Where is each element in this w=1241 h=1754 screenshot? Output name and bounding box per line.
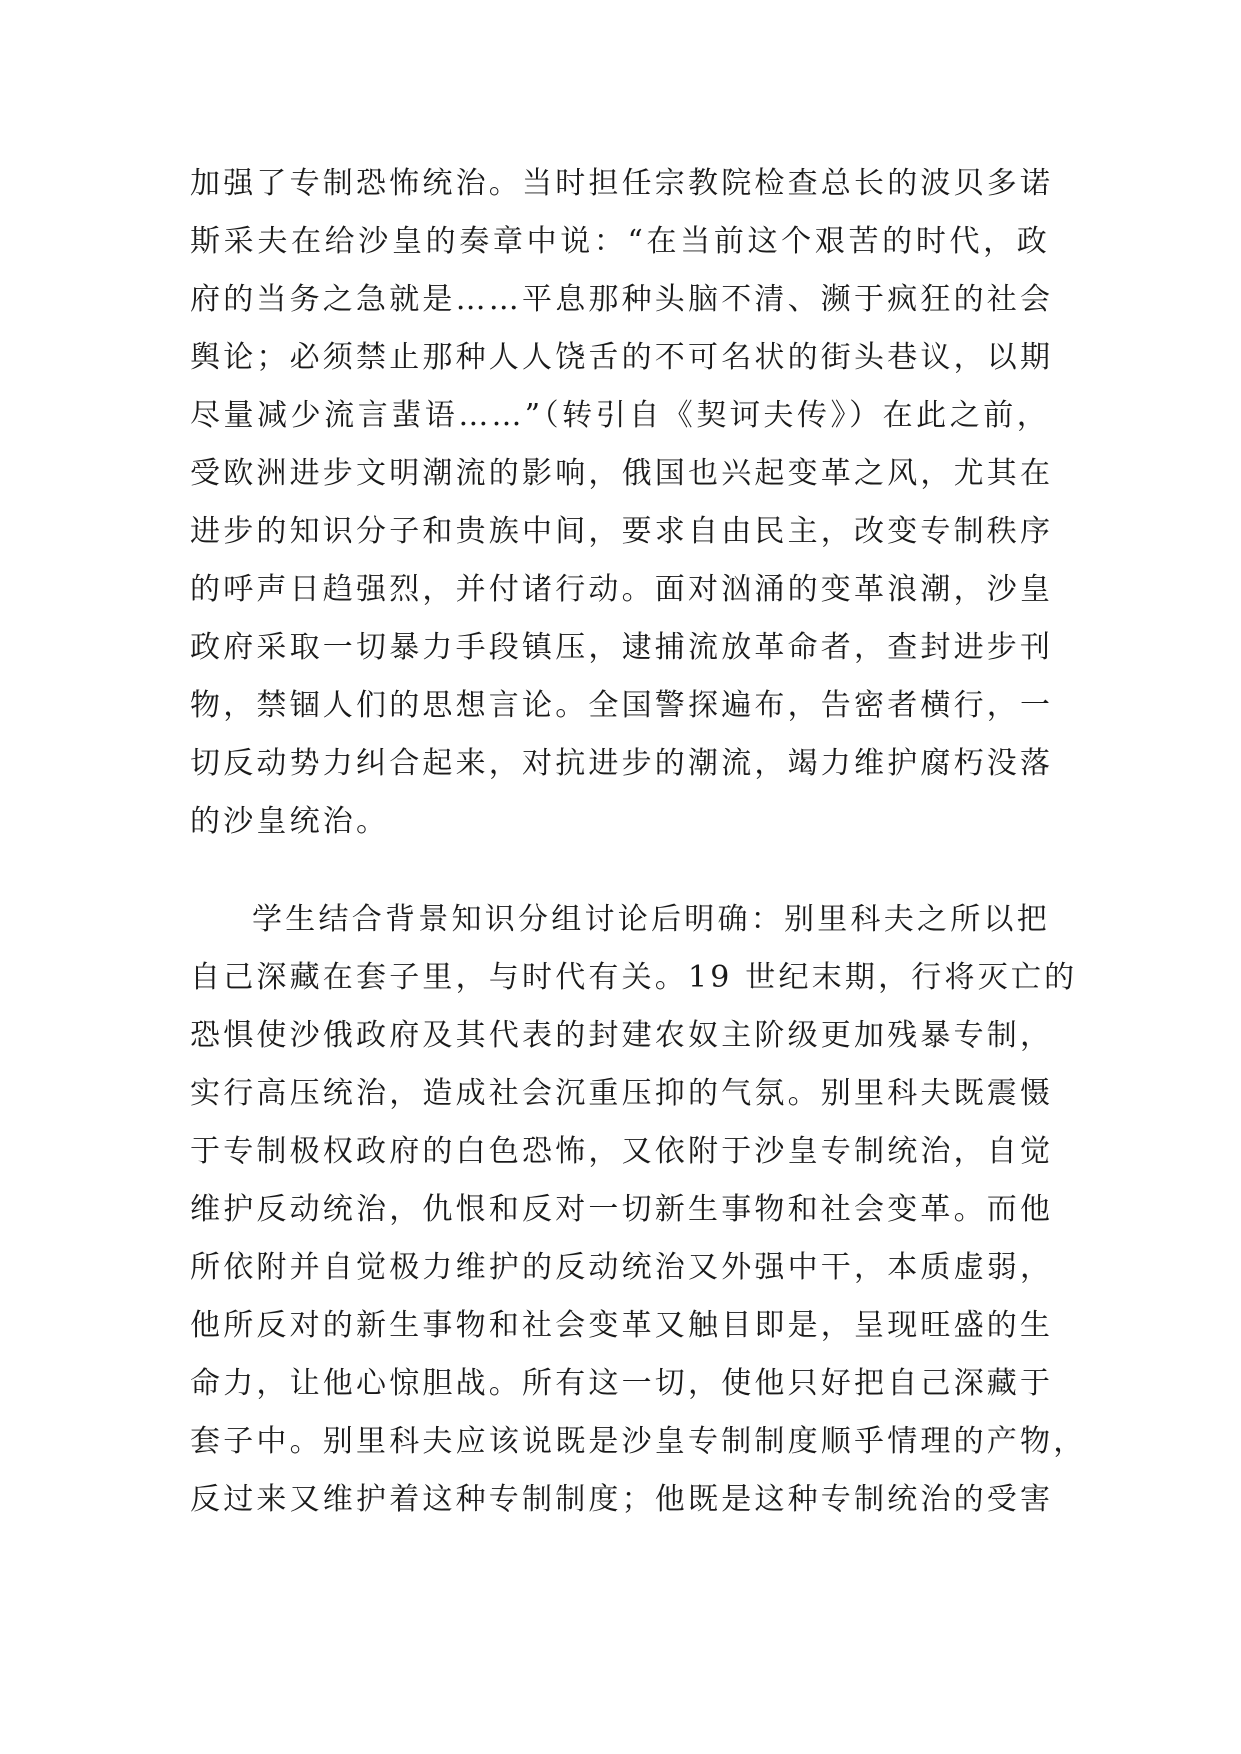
text-line: 于专制极权政府的白色恐怖，又依附于沙皇专制统治，自觉 (190, 1134, 1054, 1169)
paragraph-1 (190, 155, 1054, 851)
text-line: 实行高压统治，造成社会沉重压抑的气氛。别里科夫既震慑 (190, 1076, 1054, 1111)
text-line: 舆论；必须禁止那种人人饶舌的不可名状的街头巷议，以期 (190, 340, 1054, 375)
text-line: 学生结合背景知识分组讨论后明确：别里科夫之所以把 (252, 902, 1050, 937)
text-line: 政府采取一切暴力手段镇压，逮捕流放革命者，查封进步刊 (190, 630, 1054, 665)
text-line: 反过来又维护着这种专制制度；他既是这种专制统治的受害 (190, 1482, 1054, 1517)
text-line: 自己深藏在套子里，与时代有关。19 世纪末期，行将灭亡的 (190, 960, 1078, 995)
text-line: 进步的知识分子和贵族中间，要求自由民主，改变专制秩序 (190, 514, 1054, 549)
text-line: 恐惧使沙俄政府及其代表的封建农奴主阶级更加残暴专制， (190, 1018, 1054, 1053)
text-line: 物，禁锢人们的思想言论。全国警探遍布，告密者横行，一 (190, 688, 1054, 723)
text-line: 的呼声日趋强烈，并付诸行动。面对汹涌的变革浪潮，沙皇 (190, 572, 1054, 607)
text-line: 受欧洲进步文明潮流的影响，俄国也兴起变革之风，尤其在 (190, 456, 1054, 491)
text-line: 斯采夫在给沙皇的奏章中说：“在当前这个艰苦的时代，政 (190, 224, 1050, 259)
paragraph-2 (190, 891, 1087, 1529)
text-line: 所依附并自觉极力维护的反动统治又外强中干，本质虚弱， (190, 1250, 1054, 1285)
text-line: 命力，让他心惊胆战。所有这一切，使他只好把自己深藏于 (190, 1366, 1054, 1401)
text-line: 加强了专制恐怖统治。当时担任宗教院检查总长的波贝多诺 (190, 166, 1054, 201)
text-line: 的沙皇统治。 (190, 804, 390, 839)
text-line: 套子中。别里科夫应该说既是沙皇专制制度顺乎情理的产物， (190, 1424, 1087, 1459)
text-line: 府的当务之急就是……平息那种头脑不清、濒于疯狂的社会 (190, 282, 1054, 317)
text-line: 维护反动统治，仇恨和反对一切新生事物和社会变革。而他 (190, 1192, 1054, 1227)
text-line: 尽量减少流言蜚语……”（转引自《契诃夫传》）在此之前， (190, 398, 1050, 433)
text-line: 他所反对的新生事物和社会变革又触目即是，呈现旺盛的生 (190, 1308, 1054, 1343)
text-line: 切反动势力纠合起来，对抗进步的潮流，竭力维护腐朽没落 (190, 746, 1054, 781)
